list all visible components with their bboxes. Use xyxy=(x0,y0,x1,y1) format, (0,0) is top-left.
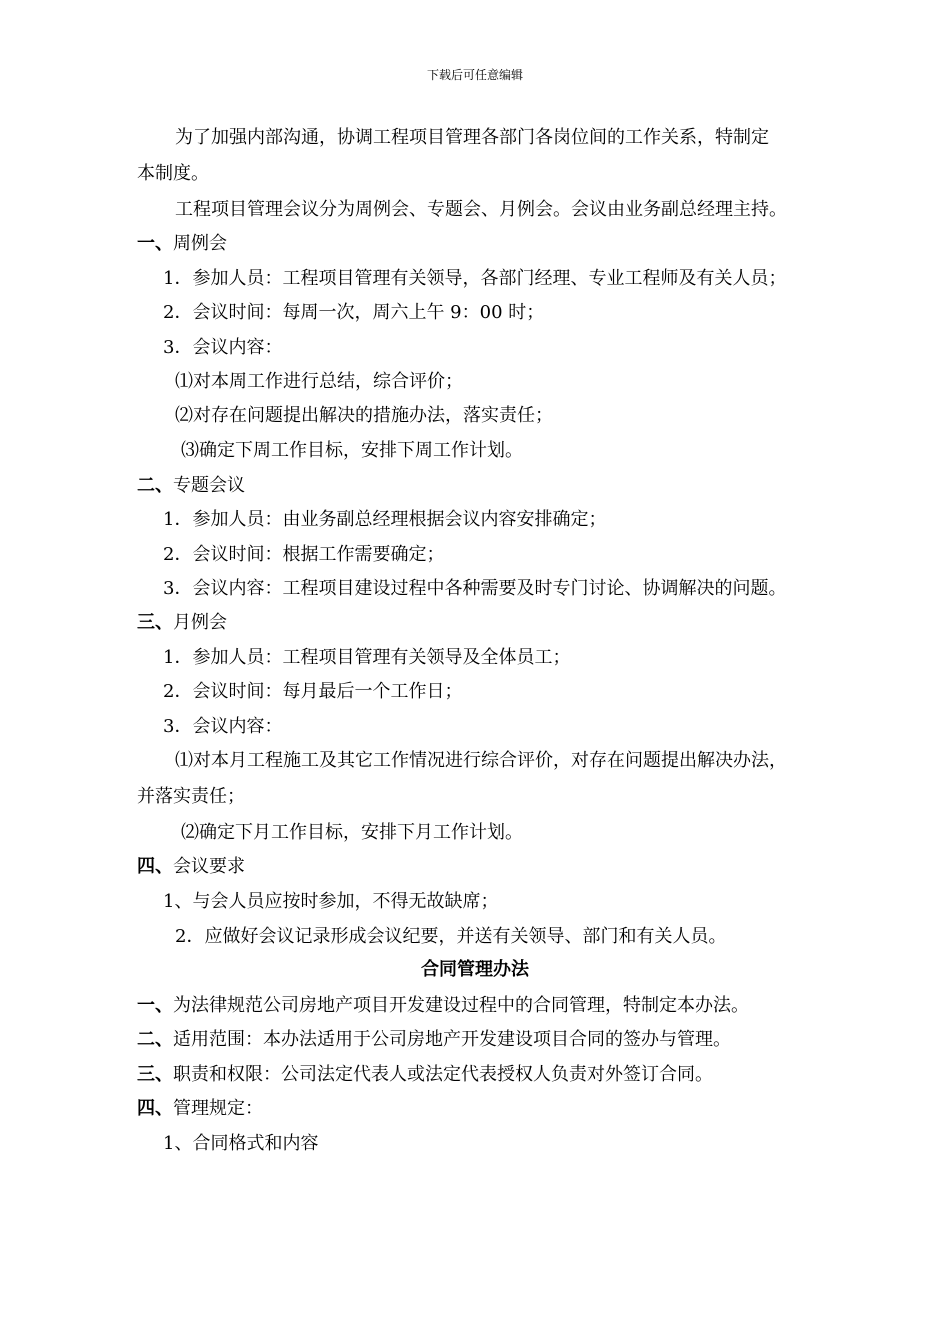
text-line xyxy=(163,1132,318,1156)
line-text: 为法律规范公司房地产项目开发建设过程中的合同管理，特制定本办法。 xyxy=(173,995,749,1016)
line-text: ⑶确定下周工作目标，安排下周工作计划。 xyxy=(181,440,523,461)
line-text: 职责和权限：公司法定代表人或法定代表授权人负责对外签订合同。 xyxy=(173,1064,713,1085)
section-number: 四、 xyxy=(137,1098,173,1119)
text-line xyxy=(137,785,245,809)
section-number: 一、 xyxy=(137,995,173,1016)
section-number: 二、 xyxy=(137,1029,173,1050)
line-text: ⑵确定下月工作目标，安排下月工作计划。 xyxy=(181,822,523,843)
line-text: 适用范围：本办法适用于公司房地产开发建设项目合同的签办与管理。 xyxy=(173,1029,731,1050)
text-line xyxy=(175,126,769,150)
section-heading xyxy=(137,1028,731,1052)
section-heading xyxy=(137,232,227,256)
line-text: 专题会议 xyxy=(173,475,245,496)
line-text: 周例会 xyxy=(173,233,227,254)
section-number: 四、 xyxy=(137,856,173,877)
line-text: 并落实责任； xyxy=(137,786,245,807)
line-text: 1．参加人员：工程项目管理有关领导，各部门经理、专业工程师及有关人员； xyxy=(163,268,787,289)
line-text: 3．会议内容： xyxy=(163,337,283,358)
line-text: 为了加强内部沟通，协调工程项目管理各部门各岗位间的工作关系，特制定 xyxy=(175,127,769,148)
line-text: 1、与会人员应按时参加，不得无故缺席； xyxy=(163,891,499,912)
line-text: 工程项目管理会议分为周例会、专题会、月例会。会议由业务副总经理主持。 xyxy=(175,199,787,220)
line-text: 1．参加人员：由业务副总经理根据会议内容安排确定； xyxy=(163,509,607,530)
text-line xyxy=(175,925,726,949)
text-line xyxy=(175,749,787,773)
section-heading xyxy=(137,1063,713,1087)
text-line xyxy=(163,336,282,360)
line-text: 3．会议内容：工程项目建设过程中各种需要及时专门讨论、协调解决的问题。 xyxy=(163,578,787,599)
section-title: 合同管理办法 xyxy=(421,959,529,980)
text-line xyxy=(163,577,786,601)
section-heading xyxy=(137,474,245,498)
text-line xyxy=(175,370,463,394)
line-text: 本制度。 xyxy=(137,163,209,184)
text-line xyxy=(181,439,523,463)
line-text: 1、合同格式和内容 xyxy=(163,1133,319,1154)
text-line xyxy=(163,646,570,670)
line-text: 2．会议时间：每周一次，周六上午 9：00 时； xyxy=(163,302,545,323)
line-text: ⑵对存在问题提出解决的措施办法，落实责任； xyxy=(175,405,553,426)
text-line xyxy=(163,680,462,704)
text-line xyxy=(163,715,282,739)
text-line xyxy=(163,267,786,291)
line-text: 会议要求 xyxy=(173,856,245,877)
section-heading xyxy=(137,855,245,879)
text-line xyxy=(163,508,606,532)
section-number: 二、 xyxy=(137,475,173,496)
line-text: ⑴对本月工程施工及其它工作情况进行综合评价，对存在问题提出解决办法， xyxy=(175,750,787,771)
line-text: 管理规定： xyxy=(173,1098,263,1119)
section-number: 一、 xyxy=(137,233,173,254)
text-line xyxy=(163,543,444,567)
line-text: 月例会 xyxy=(173,612,227,633)
line-text: 2．会议时间：根据工作需要确定； xyxy=(163,544,445,565)
text-line xyxy=(175,198,787,222)
section-heading xyxy=(137,611,227,635)
line-text: 3．会议内容： xyxy=(163,716,283,737)
section-number: 三、 xyxy=(137,612,173,633)
line-text: 2．会议时间：每月最后一个工作日； xyxy=(163,681,463,702)
text-line xyxy=(181,821,523,845)
page-header: 下载后可任意编辑 xyxy=(426,68,523,82)
line-text: 1．参加人员：工程项目管理有关领导及全体员工； xyxy=(163,647,571,668)
text-line xyxy=(175,404,553,428)
section-heading xyxy=(137,994,749,1018)
text-line xyxy=(163,890,498,914)
text-line xyxy=(163,301,544,325)
section-number: 三、 xyxy=(137,1064,173,1085)
section-heading xyxy=(137,1097,263,1121)
line-text: ⑴对本周工作进行总结，综合评价； xyxy=(175,371,463,392)
line-text: 2．应做好会议记录形成会议纪要，并送有关领导、部门和有关人员。 xyxy=(175,926,727,947)
text-line xyxy=(137,162,209,186)
